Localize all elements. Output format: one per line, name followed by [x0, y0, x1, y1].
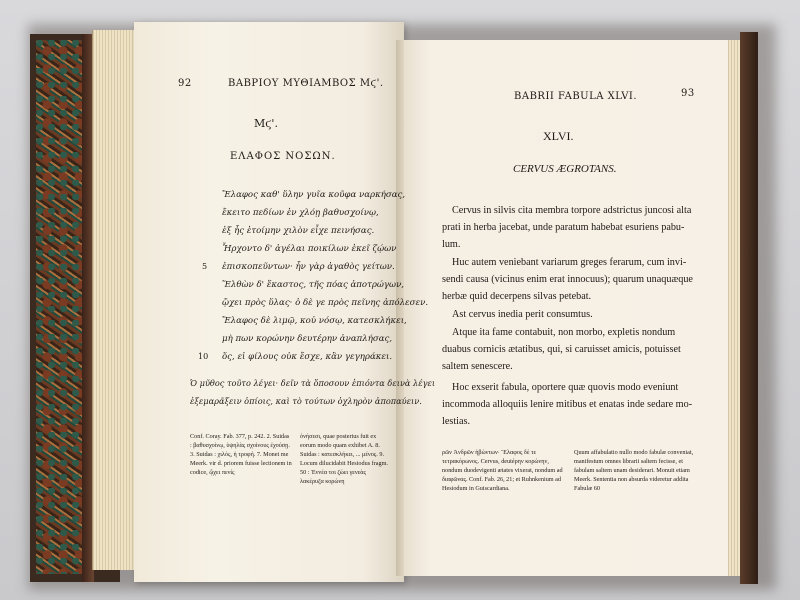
- right-running-head: BABRII FABULA XLVI.: [514, 91, 638, 102]
- footnotes-right-col2: Quum affabulatio nullo modo fabulæ conveniat, manifestum omnes librarii saltem fecisse, et fabulam saltem unam desiderari. Monuit etiam Meerk. Sententia non absurda videretur addita Fabulæ 60: [574, 449, 694, 492]
- right-page-number: 93: [681, 88, 695, 99]
- greek-verse: Ἔλαφος καθ' ὕλην γυῖα κοῦφα ναρκήσας,: [222, 190, 406, 200]
- line-number: 5: [202, 262, 208, 271]
- greek-verse: ᾤχει πρὸς ὕλας· ὁ δὲ γε πρὸς πεῖνης ἀπόλεσεν.: [222, 298, 429, 308]
- greek-verse: Ἕλθὼν δ' ἕκαστος, τῆς πόας ἀποτρώγων,: [222, 280, 405, 290]
- latin-line: lestias.: [442, 416, 471, 427]
- greek-verse: ὅς, εἰ φίλους οὐκ ἔσχε, κἂν γεγηράκει.: [222, 352, 393, 362]
- latin-line: Hoc exserit fabula, oportere quæ quovis modo eveniunt: [452, 382, 679, 393]
- book-cover-right: [740, 32, 758, 584]
- greek-verse: Ἧρχοντο δ' ἀγέλαι ποικίλων ἐκεῖ ζῴων: [222, 244, 397, 254]
- greek-verse: ἐπισκοπεῦντων· ἦν γὰρ ἀγαθὸς γείτων.: [222, 262, 395, 272]
- latin-line: Cervus in silvis cita membra torpore adstrictus juncosi alta: [452, 205, 692, 216]
- greek-verse: Ἔλαφος δὲ λιμῷ, κοὐ νόσῳ, κατεσκλήκει,: [222, 316, 407, 326]
- marbled-endpaper: [36, 40, 82, 574]
- fable-number-greek: Μϛ'.: [254, 117, 278, 130]
- fable-number-latin: XLVI.: [543, 129, 574, 143]
- greek-verse: ἔκειτο πεδίων ἐν χλόῃ βαθυσχοίνῳ,: [222, 208, 379, 218]
- greek-verse: ἐξ ἧς ἑτοίμην χιλὸν εἶχε πεινήσας.: [222, 226, 375, 236]
- line-number: 10: [198, 352, 209, 361]
- greek-verse: μὴ πων κορώνην δευτέρην ἀναπλήσας,: [222, 334, 393, 344]
- page-block-edges-left: [92, 30, 139, 570]
- fable-title-greek: ΕΛΑΦΟΣ ΝΟΣΩΝ.: [230, 151, 336, 162]
- latin-line: Atque ita fame contabuit, non morbo, expletis nondum: [452, 327, 676, 338]
- latin-line: prati in herba jacebat, unde paratum habebat esuriens pabu-: [442, 222, 685, 233]
- footnotes-left-col2: ὀνήσεσι, quae posterius fuit ex eorum modo quam exhibet A. 8. Suidas : κατεσκλήκει, ... μένος. 9. Locum dilucidabit Hesiodus fragm. 50 : Ἐννέα τοι ζώει γενεὰς λακέρυζα κορώνη: [300, 433, 388, 485]
- latin-line: Ast cervus inedia perit consumtus.: [452, 309, 593, 320]
- latin-line: Huc autem veniebant variarum greges ferarum, cum invi-: [452, 257, 687, 268]
- fable-title-latin: CERVUS ÆGROTANS.: [513, 163, 617, 175]
- left-running-head: ΒΑΒΡΙΟΥ ΜΥΘΙΑΜΒΟΣ Μϛ'.: [228, 78, 384, 89]
- latin-line: lum.: [442, 239, 461, 250]
- latin-line: duabus cornicis ætatibus, qui, si caruisset amicis, potuisset: [442, 344, 681, 355]
- right-page: [404, 40, 732, 576]
- footnotes-right-col1: ρῶν Ἀνδρῶν ἡβώντων· Ἔλαφος δὲ τε τετρακόρωνος. Cervus, deutéρην κορώνην, nondum duodevigenti ætates vixerat, nondum ad διαφῶνας. Conf. Fab. 26, 21; et Ruhnkenium ad Hesiodum in Guiscardiana.: [442, 449, 563, 492]
- left-page-number: 92: [178, 78, 192, 89]
- moral-line: Ὁ μῦθος τοῦτο λέγει· δεῖν τὰ ὅποσουν ἐπιόντα δεινὰ λέγει: [190, 378, 436, 388]
- latin-line: incommoda alloquiis lenire mitibus et enatas inde sedare mo-: [442, 399, 693, 410]
- latin-line: saltem senescere.: [442, 361, 513, 372]
- footnotes-left-col1: Conf. Coray. Fab. 377, p. 242. 2. Suidas : βαθυσχοίνῳ, ὑψηλὰς σχοίνους ἐχούσῃ. 3. Suidas : χιλός, ἡ τροφή. 7. Monet me Meerk. vir d. priorem fuisse lectionem in codice, ᾤχει πενίς: [190, 433, 292, 476]
- latin-line: herbæ quid decerpens silvas petebat.: [442, 291, 592, 302]
- latin-line: sendi causa (vicinus enim erat innocuus); quarum unaquæque: [442, 274, 693, 285]
- moral-line: ἐξεμαρᾶξειν ὁπίοις, καὶ τὸ τούτων ὀχληρὸν ἀποπαύειν.: [190, 396, 422, 406]
